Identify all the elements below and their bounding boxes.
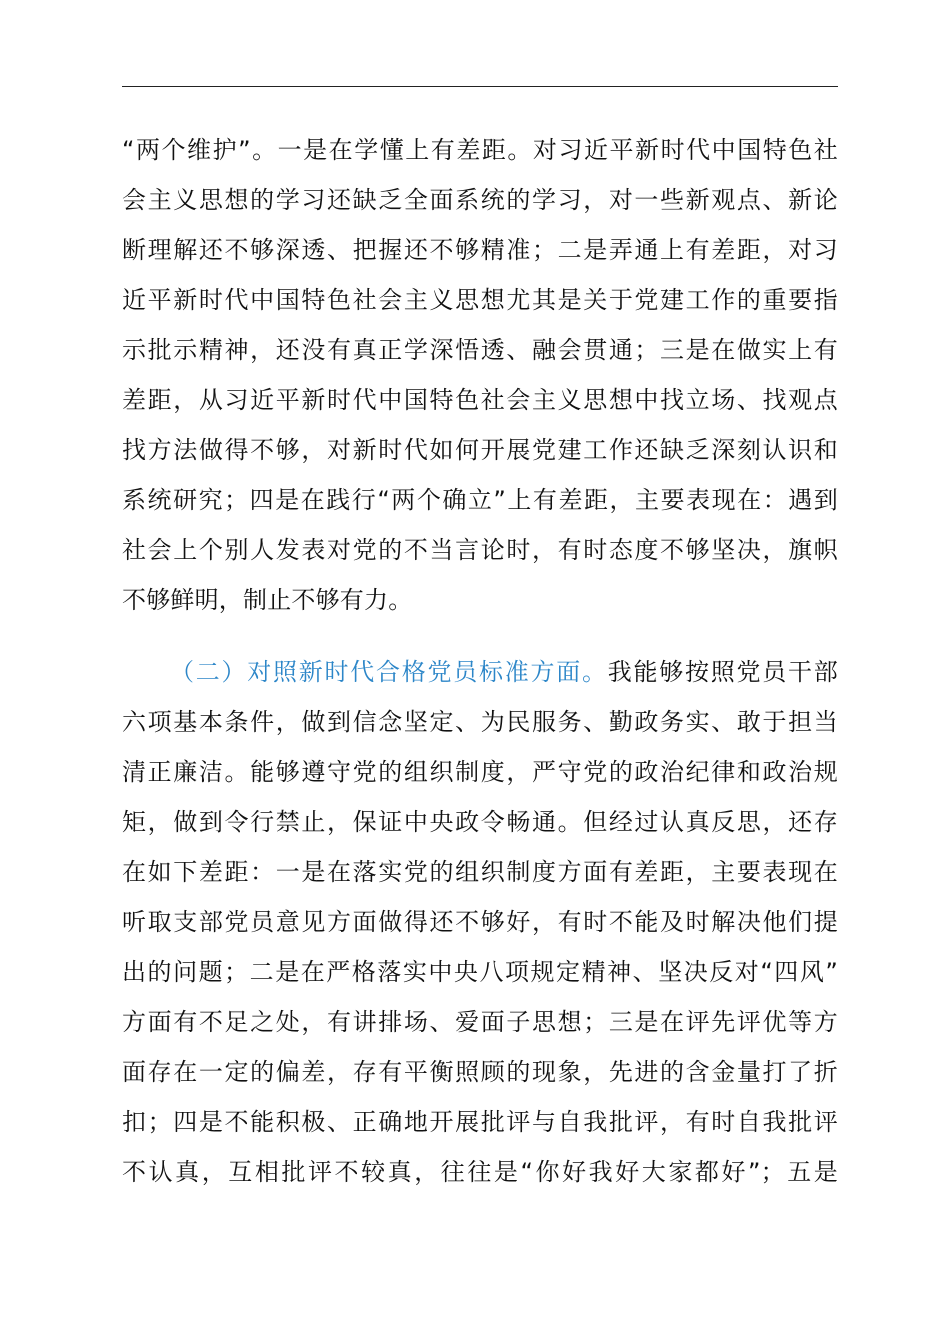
text-line: 不认真，互相批评不较真，往往是“你好我好大家都好”；五是: [122, 1158, 838, 1186]
text-line: 在如下差距：一是在落实党的组织制度方面有差距，主要表现在: [122, 858, 838, 886]
text-line: 清正廉洁。能够遵守党的组织制度，严守党的政治纪律和政治规: [122, 758, 838, 786]
text-line: 会主义思想的学习还缺乏全面系统的学习，对一些新观点、新论: [122, 186, 838, 214]
paragraph-1: [122, 125, 838, 625]
text-line: 方面有不足之处，有讲排场、爱面子思想；三是在评先评优等方: [122, 1008, 838, 1036]
text-line: 矩，做到令行禁止，保证中央政令畅通。但经过认真反思，还存: [122, 808, 838, 836]
text-line: 扣；四是不能积极、正确地开展批评与自我批评，有时自我批评: [122, 1108, 838, 1136]
text-line: 差距，从习近平新时代中国特色社会主义思想中找立场、找观点: [122, 386, 838, 414]
text-line: 出的问题；二是在严格落实中央八项规定精神、坚决反对“四风”: [122, 958, 838, 986]
document-body: [122, 125, 838, 1197]
paragraph-gap: [122, 625, 838, 647]
paragraph-first-line: [122, 647, 838, 697]
text-line: 近平新时代中国特色社会主义思想尤其是关于党建工作的重要指: [122, 286, 838, 314]
text-line: 找方法做得不够，对新时代如何开展党建工作还缺乏深刻认识和: [122, 436, 838, 464]
text-line: 断理解还不够深透、把握还不够精准；二是弄通上有差距，对习: [122, 236, 838, 264]
text-line: 听取支部党员意见方面做得还不够好，有时不能及时解决他们提: [122, 908, 838, 936]
text-line: 示批示精神，还没有真正学深悟透、融会贯通；三是在做实上有: [122, 336, 838, 364]
text-line: 社会上个别人发表对党的不当言论时，有时态度不够坚决，旗帜: [122, 536, 838, 564]
text-span: 我能够按照党员干部: [607, 658, 838, 686]
text-line: “两个维护”。一是在学懂上有差距。对习近平新时代中国特色社: [122, 136, 838, 164]
text-line: 系统研究；四是在践行“两个确立”上有差距，主要表现在：遇到: [122, 486, 838, 514]
text-line: 不够鲜明，制止不够有力。: [122, 586, 413, 614]
text-line: 六项基本条件，做到信念坚定、为民服务、勤政务实、敢于担当: [122, 708, 838, 736]
text-line: 面存在一定的偏差，存有平衡照顾的现象，先进的含金量打了折: [122, 1058, 838, 1086]
header-rule: [122, 86, 838, 87]
paragraph-2: [122, 647, 838, 1197]
section-heading: （二）对照新时代合格党员标准方面。: [170, 658, 608, 686]
